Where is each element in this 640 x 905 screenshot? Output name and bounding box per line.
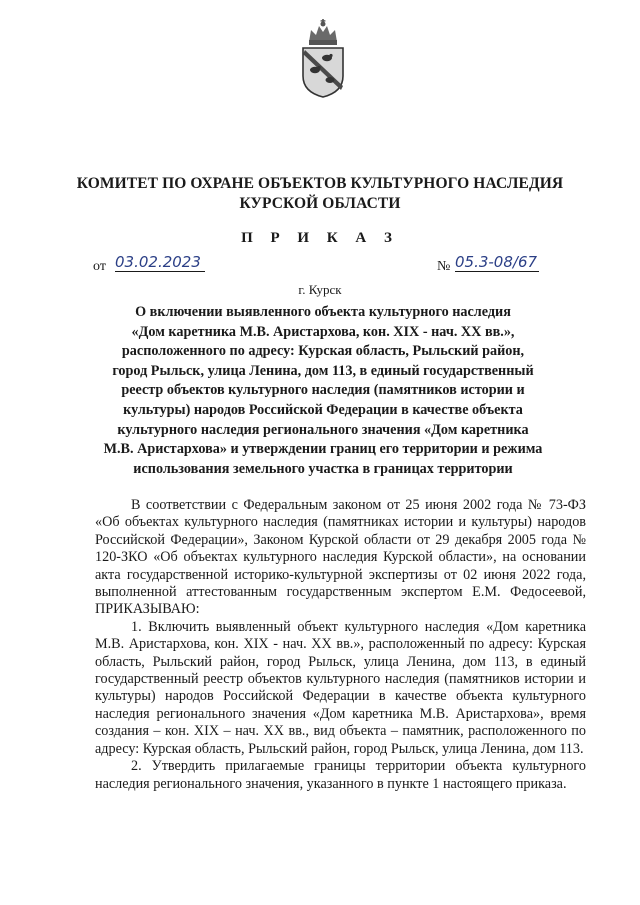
order-title: П Р И К А З (241, 230, 399, 246)
subject-line: «Дом каретника М.В. Аристархова, кон. XIX - нач. XX вв.», (131, 323, 515, 340)
subject-heading (95, 303, 551, 479)
coat-of-arms-icon (297, 18, 349, 98)
number-field (437, 253, 538, 275)
handwritten-date: 03.02.2023 (115, 253, 205, 272)
subject-line: культурного наследия регионального значения «Дом каретника (117, 421, 529, 438)
organization-line-1: КОМИТЕТ ПО ОХРАНЕ ОБЪЕКТОВ КУЛЬТУРНОГО НАСЛЕДИЯ (76, 175, 564, 192)
subject-line: использования земельного участка в границах территории (133, 460, 513, 477)
subject-line: расположенного по адресу: Курская область, Рыльский район, (121, 343, 525, 360)
date-field (93, 253, 201, 275)
order-body (95, 497, 586, 793)
organization-line-2: КУРСКОЙ ОБЛАСТИ (239, 195, 401, 212)
subject-line: О включении выявленного объекта культурного наследия (135, 304, 511, 320)
item-1-paragraph: 1. Включить выявленный объект культурного наследия «Дом каретника М.В. Аристархова, кон. XIX - нач. XX вв.», расположенный по адресу: Курская область, Рыльский район, город Рыльск, улица Ленина, дом 113, в единый государственный реестр объектов культурного наследия (памятников истории и культуры) народов Российской Федерации в качестве объекта культурного наследия регионального значения «Дом каретника М.В. Аристархова», время создания – кон. XIX – нач. XX вв., вид объекта – памятник, расположенного по адресу: Курская область, Рыльский район, город Рыльск, улица Ленина, дом 113. (95, 618, 586, 757)
subject-line: культуры) народов Российской Федерации в качестве объекта (123, 401, 523, 418)
city: г. Курск (298, 282, 342, 297)
item-2-paragraph: 2. Утвердить прилагаемые границы территории объекта культурного наследия регионального значения, указанного в пункте 1 настоящего приказа. (95, 758, 586, 792)
intro-paragraph: В соответствии с Федеральным законом от 25 июня 2002 года № 73-ФЗ «Об объектах культурного наследия (памятниках истории и культуры) народов Российской Федерации», Законом Курской области от 29 декабря 2005 года № 120-ЗКО «Об объектах культурного наследия Курской области», на основании акта государственной историко-культурной экспертизы от 02 июня 2022 года, выполненной аттестованным государственным экспертом Е.М. Федосеевой, ПРИКАЗЫВАЮ: (95, 497, 586, 618)
from-label: от (93, 259, 106, 274)
crown-icon (309, 19, 337, 45)
handwritten-number: 05.3-08/67 (455, 253, 538, 271)
subject-line: реестр объектов культурного наследия (памятников истории и (121, 382, 525, 399)
subject-line: город Рыльск, улица Ленина, дом 113, в единый государственный (112, 362, 534, 379)
subject-line: М.В. Аристархова» и утверждении границ его территории и режима (103, 441, 543, 458)
number-label: № (437, 259, 451, 274)
organization-name (60, 174, 580, 214)
